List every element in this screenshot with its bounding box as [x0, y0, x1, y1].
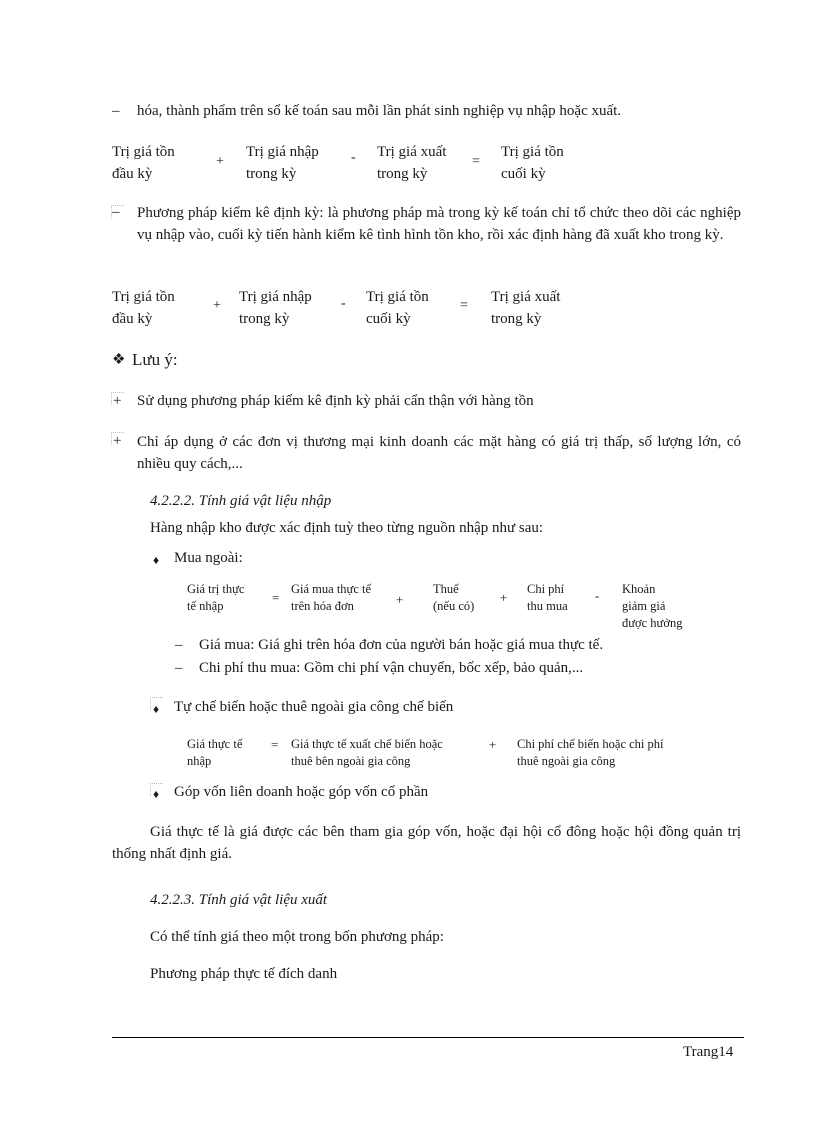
formula-term: Khoản	[622, 582, 656, 596]
paragraph-text: Hàng nhập kho được xác định tuỳ theo từng nguồn nhập như sau:	[150, 520, 544, 536]
page-number: Trang14	[683, 1044, 734, 1060]
equals-operator: =	[472, 154, 480, 169]
formula-term: được hưởng	[622, 616, 683, 630]
formula-term: Trị giá tồn	[501, 144, 564, 160]
section-heading: 4.2.2.2. Tính giá vật liệu nhập	[150, 493, 332, 509]
formula-term: trên hóa đơn	[291, 599, 354, 613]
formula-term: Thuế	[433, 582, 459, 596]
formula-term: Chi phí chế biến hoặc chi phí	[517, 737, 664, 751]
formula-term: Trị giá xuất	[377, 144, 447, 160]
formula-term: cuối kỳ	[366, 311, 411, 327]
formula-term: cuối kỳ	[501, 166, 546, 182]
plus-operator: +	[396, 592, 404, 607]
plus-operator: +	[213, 298, 221, 313]
section-heading: 4.2.2.3. Tính giá vật liệu xuất	[150, 892, 328, 908]
list-item: Giá mua: Giá ghi trên hóa đơn của người bán hoặc giá mua thực tế.	[199, 637, 604, 653]
formula-term: Giá thực tế	[187, 737, 243, 751]
paragraph-text: Phương pháp thực tế đích danh	[150, 966, 338, 982]
formula-term: đầu kỳ	[112, 311, 153, 327]
formula-term: Trị giá nhập	[246, 144, 319, 160]
minus-operator: -	[351, 150, 356, 165]
formula-term: thu mua	[527, 599, 568, 613]
formula-term: tế nhập	[187, 599, 224, 613]
bullet-label: Tự chế biến hoặc thuê ngoài gia công chế biến	[174, 699, 454, 715]
diamond-marker-icon: ❖	[112, 352, 126, 368]
formula-term: giảm giá	[622, 599, 666, 613]
diamond-bullet-icon: ♦	[153, 787, 160, 801]
equals-operator: =	[271, 737, 279, 752]
formula-term: nhập	[187, 754, 212, 768]
dash-bullet: –	[175, 637, 183, 653]
formula-term: Giá trị thực	[187, 582, 245, 596]
diamond-bullet-icon: ♦	[153, 702, 160, 716]
formula-term: Trị giá nhập	[239, 289, 312, 305]
list-item: Chi phí thu mua: Gồm chi phí vận chuyển, bốc xếp, bảo quản,...	[199, 660, 584, 676]
equals-operator: =	[272, 590, 280, 605]
formula-term: trong kỳ	[246, 166, 297, 182]
footer-divider	[112, 1037, 744, 1038]
formula-term: Giá thực tế xuất chế biến hoặc	[291, 737, 443, 751]
minus-operator: -	[341, 296, 346, 311]
formula-term: Trị giá tồn	[112, 289, 175, 305]
plus-operator: +	[489, 737, 497, 752]
formula-term: trong kỳ	[239, 311, 290, 327]
minus-operator: -	[595, 588, 600, 603]
formula-term: (nếu có)	[433, 599, 475, 613]
dash-bullet: –	[175, 660, 183, 676]
formula-term: thuê bên ngoài gia công	[291, 754, 411, 768]
plus-bullet: +	[113, 393, 122, 409]
paragraph-text: Có thể tính giá theo một trong bốn phương pháp:	[150, 929, 444, 945]
paragraph-text: Phương pháp kiểm kê định kỳ: là phương pháp mà trong kỳ kế toán chỉ tổ chức theo dõi các nghiệp vụ nhập vào, cuối kỳ tiến hành kiểm kê tình hình tồn kho, rồi xác định hàng đã xuất kho trong kỳ.	[137, 205, 741, 243]
list-item: Sử dụng phương pháp kiểm kê định kỳ phải cẩn thận với hàng tồn	[137, 393, 534, 409]
formula-term: Trị giá tồn	[366, 289, 429, 305]
paragraph-text: Giá thực tế là giá được các bên tham gia góp vốn, hoặc đại hội cổ đông hoặc hội đồng quản trị thống nhất định giá.	[112, 824, 741, 862]
bullet-label: Góp vốn liên doanh hoặc góp vốn cổ phần	[174, 784, 429, 800]
formula-term: Trị giá tồn	[112, 144, 175, 160]
formula-term: thuê ngoài gia công	[517, 754, 616, 768]
note-heading: Lưu ý:	[132, 350, 178, 369]
formula-term: Giá mua thực tế	[291, 582, 372, 596]
diamond-bullet-icon: ♦	[153, 553, 160, 567]
dash-bullet: –	[112, 103, 120, 119]
paragraph-text: hóa, thành phẩm trên sổ kế toán sau mỗi lần phát sinh nghiệp vụ nhập hoặc xuất.	[137, 103, 622, 119]
formula-term: Chi phí	[527, 582, 565, 596]
bullet-label: Mua ngoài:	[174, 550, 243, 566]
list-item: Chỉ áp dụng ở các đơn vị thương mại kinh doanh các mặt hàng có giá trị thấp, số lượng lớn, có nhiều quy cách,...	[137, 434, 741, 472]
plus-bullet: +	[113, 433, 122, 449]
formula-term: trong kỳ	[377, 166, 428, 182]
dash-bullet: –	[112, 204, 120, 220]
formula-term: Trị giá xuất	[491, 289, 561, 305]
plus-operator: +	[500, 590, 508, 605]
formula-term: trong kỳ	[491, 311, 542, 327]
formula-term: đầu kỳ	[112, 166, 153, 182]
equals-operator: =	[460, 298, 468, 313]
plus-operator: +	[216, 154, 224, 169]
